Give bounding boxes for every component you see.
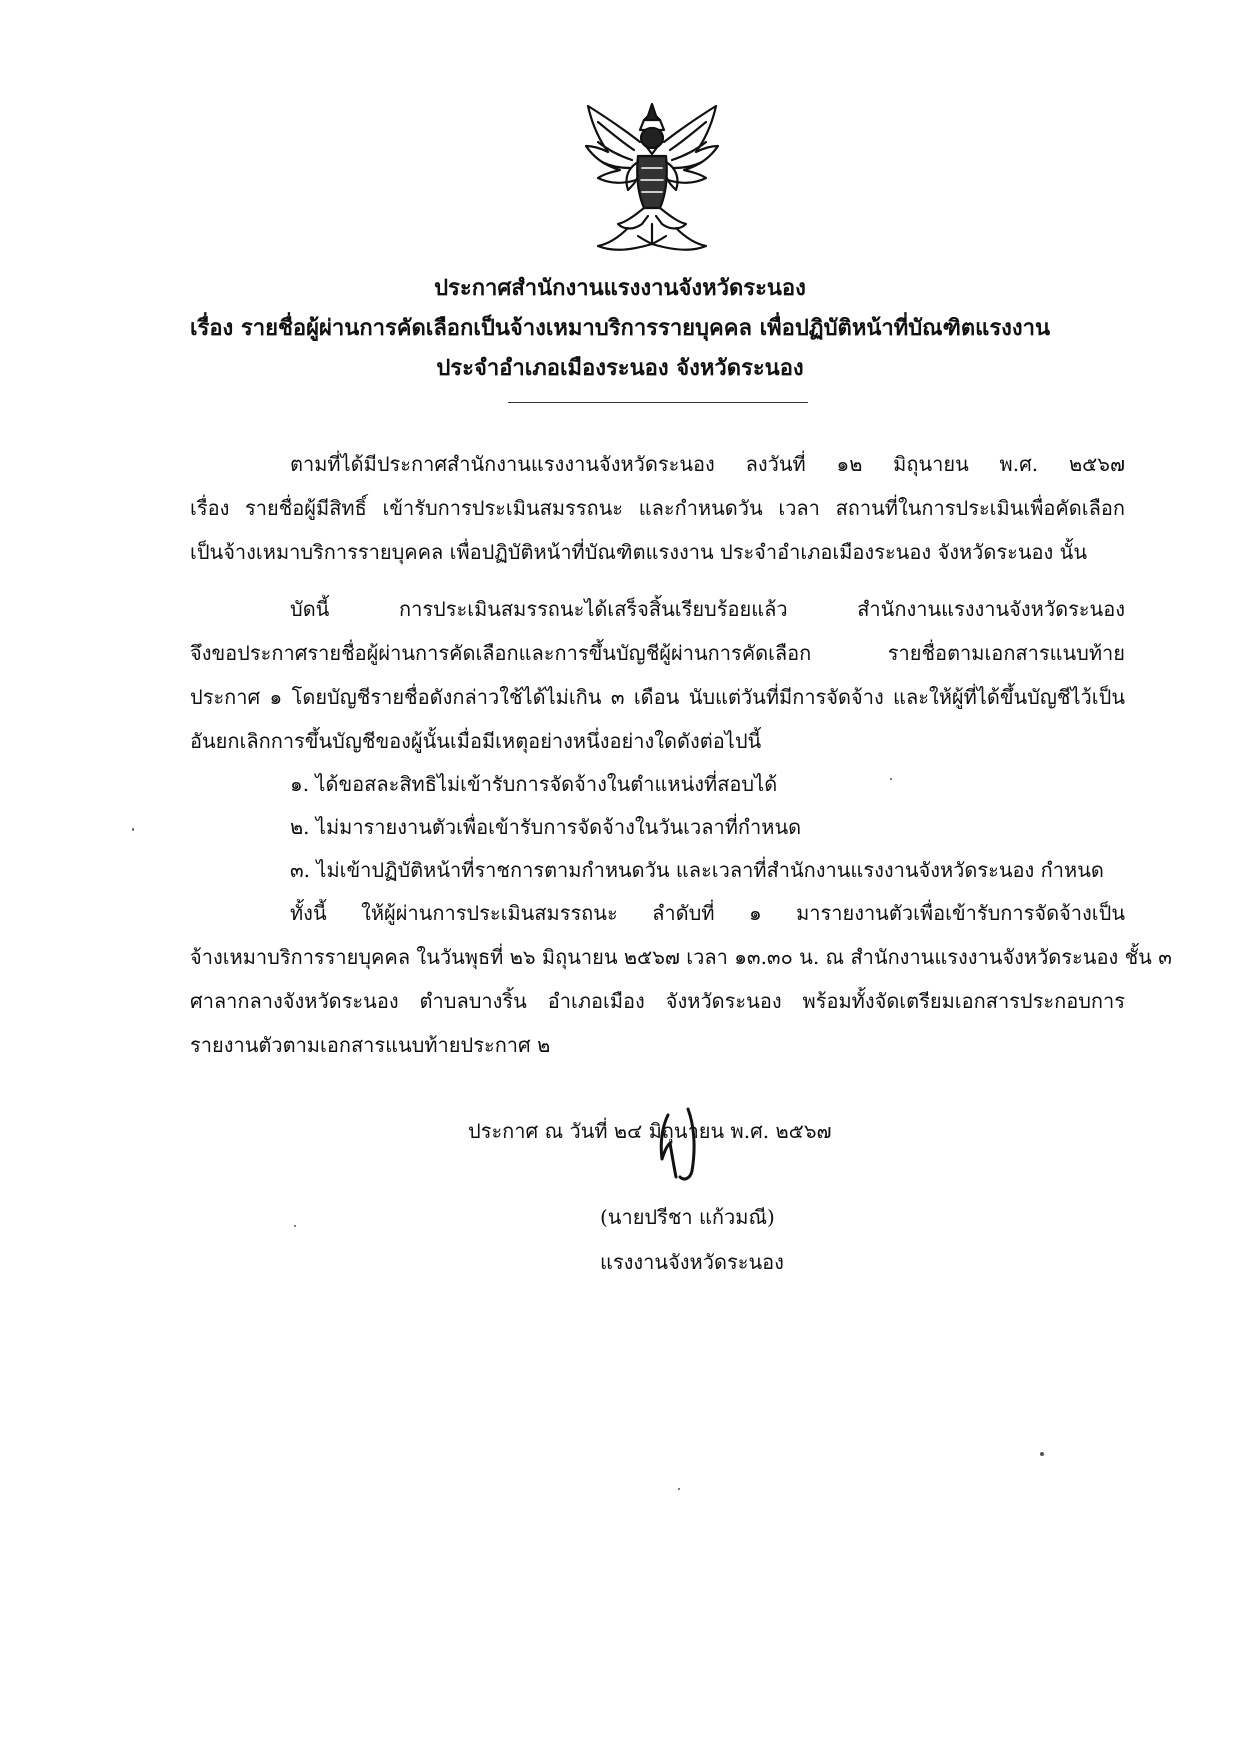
paragraph-line: จึงขอประกาศรายชื่อผู้ผ่านการคัดเลือกและการขึ้นบัญชีผู้ผ่านการคัดเลือก รายชื่อตามเอกสารแนบท้าย bbox=[190, 641, 1125, 665]
paragraph-line: ประกาศ ๑ โดยบัญชีรายชื่อดังกล่าวใช้ได้ไม่เกิน ๓ เดือน นับแต่วันที่มีการจัดจ้าง และให้ผู้ที่ได้ขึ้นบัญชีไว้เป็น bbox=[190, 685, 1125, 709]
condition-item: ๓. ไม่เข้าปฏิบัติหน้าที่ราชการตามกำหนดวัน และเวลาที่สำนักงานแรงงานจังหวัดระนอง กำหนด bbox=[290, 858, 1104, 882]
scan-speck bbox=[890, 778, 892, 780]
scan-speck bbox=[1040, 1452, 1044, 1456]
paragraph-line: อันยกเลิกการขึ้นบัญชีของผู้นั้นเมื่อมีเหตุอย่างหนึ่งอย่างใดดังต่อไปนี้ bbox=[190, 729, 762, 753]
paragraph-line: ทั้งนี้ ให้ผู้ผ่านการประเมินสมรรถนะ ลำดับที่ ๑ มารายงานตัวเพื่อเข้ารับการจัดจ้างเป็น bbox=[290, 901, 1125, 925]
title-divider bbox=[508, 402, 808, 403]
announcement-date: ประกาศ ณ วันที่ ๒๔ มิถุนายน พ.ศ. ๒๕๖๗ bbox=[468, 1119, 832, 1143]
paragraph-line: รายงานตัวตามเอกสารแนบท้ายประกาศ ๒ bbox=[190, 1033, 551, 1057]
handwritten-signature-icon bbox=[640, 1095, 720, 1185]
condition-item: ๒. ไม่มารายงานตัวเพื่อเข้ารับการจัดจ้างในวันเวลาที่กำหนด bbox=[290, 815, 802, 839]
announcement-location: ประจำอำเภอเมืองระนอง จังหวัดระนอง bbox=[436, 355, 804, 381]
announcement-subject: เรื่อง รายชื่อผู้ผ่านการคัดเลือกเป็นจ้างเหมาบริการรายบุคคล เพื่อปฏิบัติหน้าที่บัณฑิตแรงงาน bbox=[189, 315, 1051, 341]
paragraph-line: ตามที่ได้มีประกาศสำนักงานแรงงานจังหวัดระนอง ลงวันที่ ๑๒ มิถุนายน พ.ศ. ๒๕๖๗ bbox=[290, 452, 1125, 476]
garuda-emblem-icon bbox=[578, 98, 726, 256]
paragraph-line: เป็นจ้างเหมาบริการรายบุคคล เพื่อปฏิบัติหน้าที่บัณฑิตแรงงาน ประจำอำเภอเมืองระนอง จังหวัดระนอง นั้น bbox=[190, 540, 1088, 564]
paragraph-line: จ้างเหมาบริการรายบุคคล ในวันพุธที่ ๒๖ มิถุนายน ๒๕๖๗ เวลา ๑๓.๓๐ น. ณ สำนักงานแรงงานจังหวัดระนอง ชั้น ๓ bbox=[190, 945, 1172, 969]
scan-speck bbox=[294, 1225, 296, 1227]
scan-speck bbox=[132, 828, 134, 831]
condition-item: ๑. ได้ขอสละสิทธิไม่เข้ารับการจัดจ้างในตำแหน่งที่สอบได้ bbox=[290, 772, 778, 796]
paragraph-line: บัดนี้ การประเมินสมรรถนะได้เสร็จสิ้นเรียบร้อยแล้ว สำนักงานแรงงานจังหวัดระนอง bbox=[290, 597, 1125, 621]
signatory-title: แรงงานจังหวัดระนอง bbox=[600, 1250, 784, 1274]
scan-speck bbox=[678, 1488, 680, 1490]
announcement-title: ประกาศสำนักงานแรงงานจังหวัดระนอง bbox=[434, 275, 806, 301]
signatory-name: (นายปรีชา แก้วมณี) bbox=[600, 1205, 775, 1229]
paragraph-line: ศาลากลางจังหวัดระนอง ตำบลบางริ้น อำเภอเมือง จังหวัดระนอง พร้อมทั้งจัดเตรียมเอกสารประกอบการ bbox=[190, 989, 1125, 1013]
paragraph-line: เรื่อง รายชื่อผู้มีสิทธิ์ เข้ารับการประเมินสมรรถนะ และกำหนดวัน เวลา สถานที่ในการประเมินเพื่อคัดเลือก bbox=[190, 496, 1125, 520]
